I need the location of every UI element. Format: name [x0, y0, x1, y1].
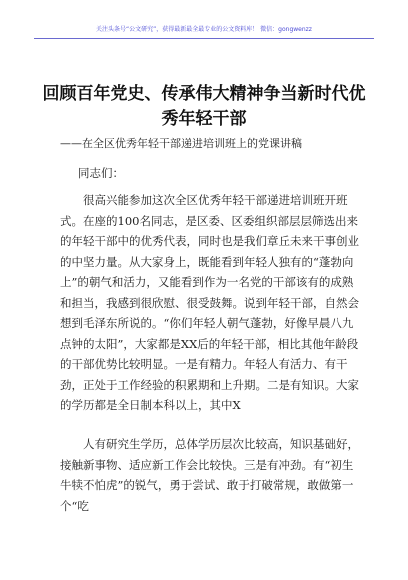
paragraph-text: 人有研究生学历，总体学历层次比较高，知识基础好，接触新事物、适应新工作会比较快。三是有冲劲。有“初生牛犊不怕虎”的锐气，勇于尝试、敢于打破常规，敢做第一个“吃 — [60, 437, 359, 513]
paragraph-text: 很高兴能参加这次全区优秀年轻干部递进培训班开班式。在座的100名同志，是区委、区委组织部层层筛选出来的年轻干部中的优秀代表，同时也是我们章丘未来干事创业的中坚力量。从大家身上，既能看到年轻人独有的“蓬勃向上”的朝气和活力，又能看到作为一名党的干部该有的成熟和担当，我感到很欣慰、很受鼓舞。说到年轻干部，自然会想到毛泽东所说的。“你们年轻人朝气蓬勃，好像早晨八九点钟的太阳”，大家都是XX后的年轻干部，相比其他年龄段的干部优势比较明显。一是有精力。年轻人有活力、有干劲，正处于工作经验的积累期和上升期。二是有知识。大家的学历都是全日制本科以上，其中X — [60, 193, 359, 412]
salutation: 同志们： — [78, 166, 124, 180]
document-title: 回顾百年党史、传承伟大精神争当新时代优秀年轻干部 — [42, 84, 366, 129]
document-subtitle: ——在全区优秀年轻干部递进培训班上的党课讲稿 — [60, 137, 302, 150]
header-banner: 关注头条号“公文研究”，获得最新最全最专业的公文资料库！ 微信：gongwenzz — [34, 24, 374, 39]
body-paragraph-1 — [60, 190, 360, 416]
body-paragraph-2 — [60, 434, 360, 516]
